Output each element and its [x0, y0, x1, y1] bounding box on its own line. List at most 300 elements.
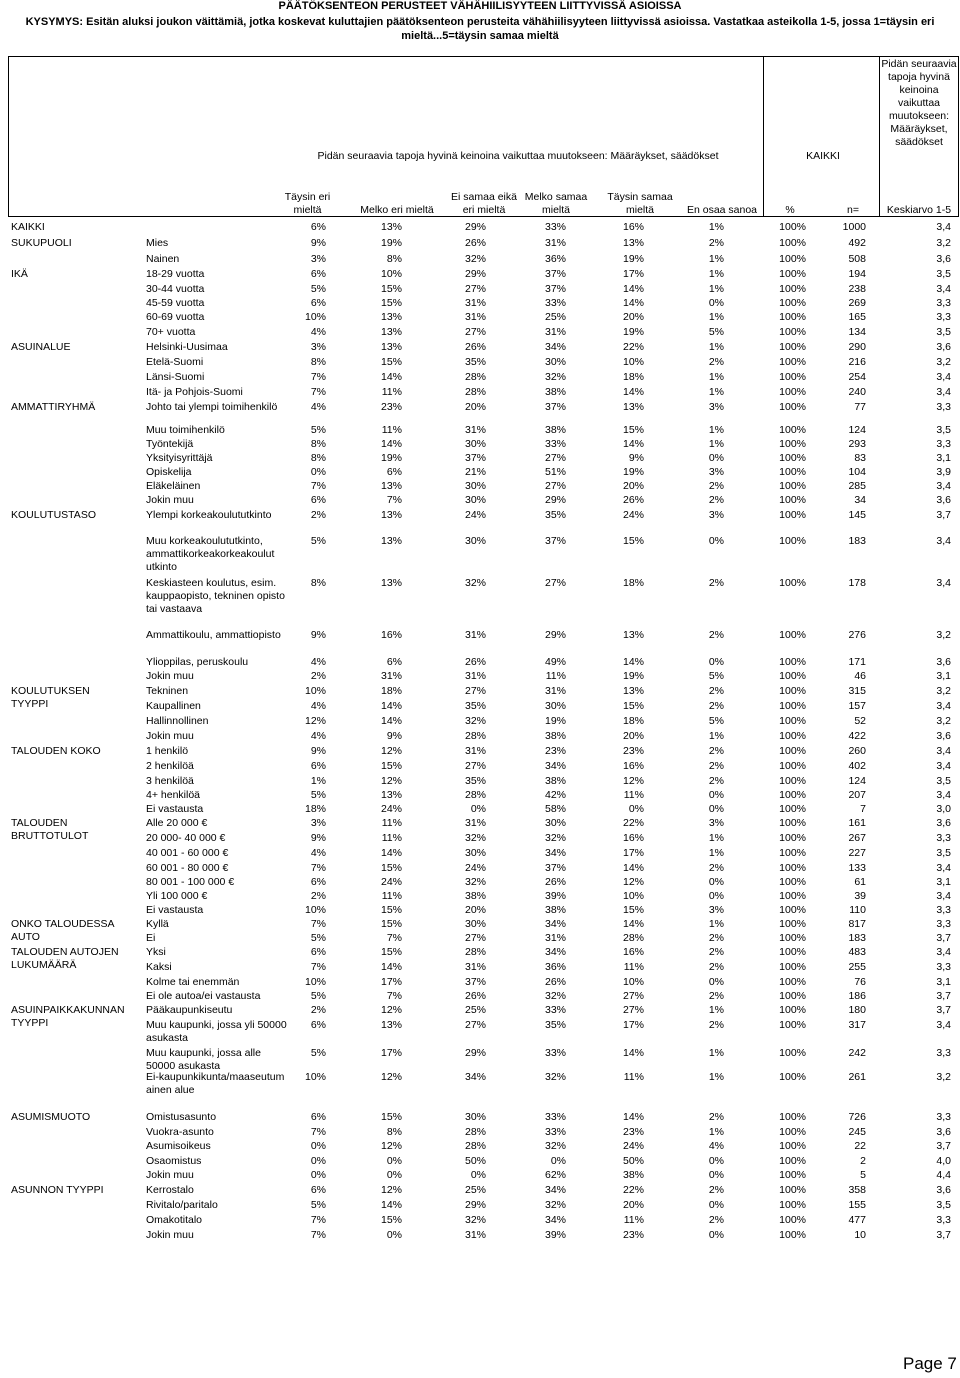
row-value-cell: 100%	[779, 268, 806, 280]
row-value-cell: 8%	[310, 438, 326, 450]
row-value-cell: 7%	[310, 1214, 326, 1226]
row-value-cell: 16%	[622, 832, 644, 844]
row-value-cell: 24%	[380, 876, 402, 888]
row-value-cell: 0%	[386, 1229, 402, 1241]
row-value-cell: 227	[848, 847, 866, 859]
row-value-cell: 11%	[545, 670, 566, 682]
row-value-cell: 317	[848, 1019, 866, 1031]
row-value-cell: 11%	[381, 386, 402, 398]
row-value-cell: 0%	[708, 789, 724, 801]
row-value-cell: 3,1	[936, 876, 951, 888]
row-value-cell: 15%	[622, 424, 644, 436]
row-value-cell: 3,7	[936, 1140, 951, 1152]
row-value-cell: 2%	[708, 480, 724, 492]
row-group-label: ASUNNON TYYPPI	[11, 1184, 104, 1196]
row-value-cell: 14%	[622, 438, 644, 450]
row-subgroup-label: Ei vastausta	[146, 904, 204, 916]
row-value-cell: 14%	[622, 862, 644, 874]
row-value-cell: 1%	[708, 221, 724, 233]
row-value-cell: 39%	[544, 1229, 566, 1241]
row-value-cell: 13%	[622, 685, 644, 697]
row-value-cell: 18%	[622, 577, 644, 589]
row-value-cell: 14%	[622, 386, 644, 398]
row-value-cell: 14%	[622, 1111, 644, 1123]
row-subgroup-label: Jokin muu	[146, 1229, 194, 1241]
row-value-cell: 50%	[464, 1155, 486, 1167]
row-value-cell: 14%	[380, 700, 402, 712]
row-value-cell: 3,4	[936, 386, 951, 398]
row-value-cell: 36%	[544, 253, 566, 265]
row-value-cell: 31%	[380, 670, 402, 682]
row-value-cell: 34%	[464, 1071, 486, 1083]
row-value-cell: 14%	[622, 297, 644, 309]
row-value-cell: 3,3	[936, 1047, 951, 1059]
row-value-cell: 33%	[544, 1111, 566, 1123]
row-value-cell: 37%	[464, 976, 486, 988]
row-value-cell: 3,3	[936, 961, 951, 973]
row-subgroup-label: Osaomistus	[146, 1155, 202, 1167]
row-subgroup-label: 70+ vuotta	[146, 326, 196, 338]
row-value-cell: 30%	[464, 918, 486, 930]
row-value-cell: 8%	[386, 1126, 402, 1138]
row-value-cell: 18%	[380, 685, 402, 697]
row-value-cell: 34%	[544, 918, 566, 930]
row-value-cell: 1%	[708, 371, 724, 383]
row-value-cell: 1%	[708, 424, 724, 436]
row-value-cell: 8%	[386, 253, 402, 265]
row-value-cell: 0%	[628, 803, 644, 815]
row-value-cell: 245	[848, 1126, 866, 1138]
row-value-cell: 32%	[464, 832, 486, 844]
row-value-cell: 31%	[464, 629, 486, 641]
row-value-cell: 23%	[622, 1126, 644, 1138]
row-value-cell: 29%	[544, 494, 566, 506]
row-value-cell: 100%	[779, 1047, 806, 1059]
row-value-cell: 2%	[708, 629, 724, 641]
row-value-cell: 2%	[310, 509, 326, 521]
row-value-cell: 3,3	[936, 401, 951, 413]
row-value-cell: 100%	[779, 1140, 806, 1152]
row-subgroup-label: Jokin muu	[146, 1169, 194, 1181]
row-value-cell: 33%	[544, 1047, 566, 1059]
row-group-label: TALOUDEN BRUTTOTULOT	[11, 817, 89, 842]
row-value-cell: 38%	[544, 904, 566, 916]
row-value-cell: 34	[854, 494, 866, 506]
row-value-cell: 6%	[310, 1019, 326, 1031]
row-value-cell: 12%	[622, 775, 644, 787]
row-value-cell: 33%	[544, 438, 566, 450]
row-value-cell: 13%	[380, 326, 402, 338]
row-value-cell: 183	[848, 535, 866, 547]
row-value-cell: 28%	[464, 730, 486, 742]
row-value-cell: 100%	[779, 1229, 806, 1241]
row-value-cell: 100%	[779, 890, 806, 902]
row-subgroup-label: Kolme tai enemmän	[146, 976, 240, 988]
row-value-cell: 33%	[544, 1126, 566, 1138]
row-value-cell: 0%	[386, 1169, 402, 1181]
row-value-cell: 15%	[622, 904, 644, 916]
row-value-cell: 0%	[310, 466, 326, 478]
row-value-cell: 171	[848, 656, 866, 668]
row-value-cell: 10%	[622, 976, 644, 988]
row-value-cell: 15%	[622, 535, 644, 547]
row-value-cell: 27%	[464, 932, 486, 944]
row-value-cell: 12%	[380, 1140, 402, 1152]
row-value-cell: 100%	[779, 341, 806, 353]
row-value-cell: 0%	[708, 1199, 724, 1211]
row-subgroup-label: Rivitalo/paritalo	[146, 1199, 218, 1211]
row-value-cell: 1%	[708, 283, 724, 295]
row-value-cell: 15%	[380, 297, 402, 309]
row-subgroup-label: Ei ole autoa/ei vastausta	[146, 990, 261, 1002]
row-value-cell: 13%	[380, 480, 402, 492]
row-value-cell: 100%	[779, 356, 806, 368]
row-value-cell: 7%	[310, 371, 326, 383]
row-value-cell: 52	[854, 715, 866, 727]
row-subgroup-label: Kaupallinen	[146, 700, 201, 712]
col-header-melko-eri: Melko eri mieltä	[360, 204, 434, 216]
row-value-cell: 1%	[708, 847, 724, 859]
row-value-cell: 32%	[544, 832, 566, 844]
row-value-cell: 22	[854, 1140, 866, 1152]
row-value-cell: 10%	[304, 976, 326, 988]
row-value-cell: 100%	[779, 932, 806, 944]
row-subgroup-label: 80 001 - 100 000 €	[146, 876, 235, 888]
row-value-cell: 7%	[386, 990, 402, 1002]
row-value-cell: 5	[860, 1169, 866, 1181]
row-value-cell: 14%	[622, 656, 644, 668]
row-value-cell: 32%	[544, 990, 566, 1002]
row-subgroup-label: Muu toimihenkilö	[146, 424, 225, 436]
row-value-cell: 3,5	[936, 268, 951, 280]
row-value-cell: 34%	[544, 847, 566, 859]
row-value-cell: 3,7	[936, 1229, 951, 1241]
row-subgroup-label: Itä- ja Pohjois-Suomi	[146, 386, 243, 398]
row-value-cell: 161	[848, 817, 866, 829]
row-value-cell: 24%	[380, 803, 402, 815]
row-value-cell: 3,7	[936, 509, 951, 521]
row-value-cell: 3,6	[936, 817, 951, 829]
row-subgroup-label: Mies	[146, 237, 169, 249]
row-subgroup-label: 45-59 vuotta	[146, 297, 205, 309]
row-value-cell: 3,6	[936, 494, 951, 506]
row-value-cell: 3,4	[936, 1019, 951, 1031]
row-value-cell: 124	[848, 775, 866, 787]
row-value-cell: 254	[848, 371, 866, 383]
row-value-cell: 29%	[464, 268, 486, 280]
row-value-cell: 32%	[544, 1199, 566, 1211]
row-value-cell: 260	[848, 745, 866, 757]
row-value-cell: 28%	[622, 932, 644, 944]
row-subgroup-label: Kyllä	[146, 918, 169, 930]
row-value-cell: 7%	[310, 1126, 326, 1138]
row-value-cell: 1%	[310, 775, 326, 787]
row-value-cell: 358	[848, 1184, 866, 1196]
row-group-label: AMMATTIRYHMÄ	[11, 401, 96, 413]
row-subgroup-label: 3 henkilöä	[146, 775, 194, 787]
row-value-cell: 15%	[380, 760, 402, 772]
row-value-cell: 34%	[544, 1184, 566, 1196]
row-value-cell: 13%	[380, 789, 402, 801]
row-value-cell: 0%	[708, 452, 724, 464]
row-value-cell: 817	[848, 918, 866, 930]
row-value-cell: 31%	[544, 237, 566, 249]
row-value-cell: 9%	[310, 745, 326, 757]
row-value-cell: 9%	[628, 452, 644, 464]
row-value-cell: 3,4	[936, 371, 951, 383]
row-value-cell: 28%	[464, 1140, 486, 1152]
row-value-cell: 3%	[708, 509, 724, 521]
row-value-cell: 3,5	[936, 1199, 951, 1211]
row-value-cell: 12%	[380, 745, 402, 757]
row-value-cell: 33%	[544, 1004, 566, 1016]
row-value-cell: 28%	[464, 371, 486, 383]
row-value-cell: 3%	[708, 466, 724, 478]
row-value-cell: 10%	[304, 904, 326, 916]
row-value-cell: 23%	[544, 745, 566, 757]
row-value-cell: 11%	[623, 789, 644, 801]
row-subgroup-label: Ei vastausta	[146, 803, 204, 815]
row-value-cell: 28%	[464, 386, 486, 398]
row-value-cell: 2%	[708, 685, 724, 697]
row-value-cell: 1%	[708, 253, 724, 265]
row-value-cell: 5%	[708, 670, 724, 682]
row-value-cell: 422	[848, 730, 866, 742]
row-value-cell: 100%	[779, 918, 806, 930]
header-right-statement: Pidän seuraavia tapoja hyvinä keinoina vaikuttaa muutokseen: Määräykset, säädökset	[881, 58, 957, 148]
row-value-cell: 2%	[708, 946, 724, 958]
row-value-cell: 31%	[464, 1229, 486, 1241]
row-value-cell: 10%	[622, 890, 644, 902]
row-value-cell: 13%	[380, 221, 402, 233]
row-value-cell: 27%	[622, 1004, 644, 1016]
row-value-cell: 100%	[779, 946, 806, 958]
row-value-cell: 0%	[708, 976, 724, 988]
row-value-cell: 3,4	[936, 760, 951, 772]
row-value-cell: 23%	[622, 745, 644, 757]
row-value-cell: 22%	[622, 817, 644, 829]
row-value-cell: 3,4	[936, 577, 951, 589]
row-value-cell: 10%	[304, 685, 326, 697]
row-value-cell: 15%	[380, 862, 402, 874]
row-value-cell: 14%	[380, 847, 402, 859]
row-value-cell: 27%	[544, 577, 566, 589]
row-value-cell: 1%	[708, 341, 724, 353]
row-value-cell: 483	[848, 946, 866, 958]
row-value-cell: 1%	[708, 1126, 724, 1138]
row-value-cell: 7%	[310, 386, 326, 398]
row-value-cell: 29%	[464, 221, 486, 233]
row-value-cell: 32%	[464, 577, 486, 589]
row-value-cell: 30%	[464, 535, 486, 547]
row-value-cell: 11%	[381, 832, 402, 844]
row-value-cell: 157	[848, 700, 866, 712]
row-value-cell: 0%	[310, 1169, 326, 1181]
row-value-cell: 17%	[622, 847, 644, 859]
row-subgroup-label: Opiskelija	[146, 466, 192, 478]
row-value-cell: 16%	[622, 221, 644, 233]
row-value-cell: 100%	[779, 730, 806, 742]
row-value-cell: 7	[860, 803, 866, 815]
row-value-cell: 14%	[380, 715, 402, 727]
row-subgroup-label: Keskiasteen koulutus, esim. kauppaopisto, tekninen opisto tai vastaava	[146, 577, 285, 615]
row-value-cell: 31%	[544, 932, 566, 944]
row-value-cell: 28%	[464, 1126, 486, 1138]
row-subgroup-label: Yksi	[146, 946, 166, 958]
row-value-cell: 3,6	[936, 253, 951, 265]
row-value-cell: 3,2	[936, 356, 951, 368]
row-value-cell: 315	[848, 685, 866, 697]
row-value-cell: 16%	[380, 629, 402, 641]
row-value-cell: 3,4	[936, 745, 951, 757]
row-value-cell: 20%	[464, 904, 486, 916]
col-header-percent: %	[785, 204, 795, 216]
row-value-cell: 11%	[623, 961, 644, 973]
row-value-cell: 3,4	[936, 221, 951, 233]
row-value-cell: 3,5	[936, 424, 951, 436]
row-value-cell: 12%	[622, 876, 644, 888]
row-value-cell: 3,6	[936, 656, 951, 668]
row-value-cell: 100%	[779, 311, 806, 323]
row-value-cell: 26%	[464, 341, 486, 353]
row-value-cell: 15%	[380, 1214, 402, 1226]
page-number: Page 7	[903, 1354, 957, 1373]
row-value-cell: 19%	[544, 715, 566, 727]
row-value-cell: 3,4	[936, 789, 951, 801]
row-value-cell: 3,4	[936, 862, 951, 874]
row-value-cell: 100%	[779, 480, 806, 492]
row-value-cell: 34%	[544, 1214, 566, 1226]
row-value-cell: 12%	[380, 1184, 402, 1196]
row-value-cell: 267	[848, 832, 866, 844]
row-value-cell: 165	[848, 311, 866, 323]
row-value-cell: 3,9	[936, 466, 951, 478]
row-value-cell: 13%	[380, 341, 402, 353]
row-value-cell: 51%	[544, 466, 566, 478]
row-value-cell: 0%	[470, 803, 486, 815]
row-value-cell: 5%	[310, 535, 326, 547]
row-value-cell: 6%	[310, 494, 326, 506]
question-text: KYSYMYS: Esitän aluksi joukon väittämiä, jotka koskevat kuluttajien päätöksenteon perusteita vähähiilisyyteen liittyvissä asioissa. Vastatkaa asteikolla 1-5, jossa 1=täysin eri mieltä...5=täysin samaa mieltä	[25, 16, 935, 42]
row-value-cell: 3,3	[936, 1214, 951, 1226]
row-value-cell: 46	[854, 670, 866, 682]
row-value-cell: 3,3	[936, 904, 951, 916]
row-value-cell: 58%	[544, 803, 566, 815]
row-subgroup-label: Yksityisyrittäjä	[146, 452, 213, 464]
row-value-cell: 100%	[779, 283, 806, 295]
row-value-cell: 17%	[380, 976, 402, 988]
row-value-cell: 124	[848, 424, 866, 436]
row-subgroup-label: Jokin muu	[146, 670, 194, 682]
row-value-cell: 27%	[464, 685, 486, 697]
row-value-cell: 18%	[622, 715, 644, 727]
row-value-cell: 7%	[310, 1229, 326, 1241]
row-value-cell: 13%	[622, 401, 644, 413]
row-value-cell: 5%	[310, 932, 326, 944]
row-value-cell: 6%	[310, 760, 326, 772]
row-value-cell: 5%	[310, 789, 326, 801]
row-value-cell: 402	[848, 760, 866, 772]
row-value-cell: 2%	[708, 1019, 724, 1031]
row-subgroup-label: Omakotitalo	[146, 1214, 203, 1226]
row-value-cell: 2%	[708, 775, 724, 787]
row-value-cell: 100%	[779, 670, 806, 682]
row-value-cell: 3,7	[936, 990, 951, 1002]
row-value-cell: 290	[848, 341, 866, 353]
row-value-cell: 100%	[779, 745, 806, 757]
row-value-cell: 19%	[380, 452, 402, 464]
row-value-cell: 1%	[708, 268, 724, 280]
row-value-cell: 27%	[464, 760, 486, 772]
row-value-cell: 2%	[708, 932, 724, 944]
row-value-cell: 4%	[310, 700, 326, 712]
row-value-cell: 100%	[779, 253, 806, 265]
row-value-cell: 2%	[708, 745, 724, 757]
row-value-cell: 242	[848, 1047, 866, 1059]
row-value-cell: 14%	[380, 961, 402, 973]
row-value-cell: 100%	[779, 297, 806, 309]
row-value-cell: 83	[854, 452, 866, 464]
row-value-cell: 13%	[622, 237, 644, 249]
row-value-cell: 5%	[310, 1199, 326, 1211]
row-value-cell: 6%	[310, 221, 326, 233]
row-value-cell: 183	[848, 932, 866, 944]
row-subgroup-label: Ei	[146, 932, 156, 944]
row-value-cell: 100%	[779, 789, 806, 801]
row-value-cell: 10%	[622, 356, 644, 368]
row-value-cell: 0%	[310, 1140, 326, 1152]
row-value-cell: 104	[848, 466, 866, 478]
row-value-cell: 19%	[622, 326, 644, 338]
row-value-cell: 1%	[708, 1071, 724, 1083]
row-value-cell: 100%	[779, 1184, 806, 1196]
row-value-cell: 100%	[779, 656, 806, 668]
row-value-cell: 24%	[464, 862, 486, 874]
row-subgroup-label: Asumisoikeus	[146, 1140, 211, 1152]
row-value-cell: 0%	[708, 656, 724, 668]
row-value-cell: 5%	[708, 715, 724, 727]
row-value-cell: 13%	[380, 311, 402, 323]
row-value-cell: 14%	[380, 371, 402, 383]
row-value-cell: 100%	[779, 990, 806, 1002]
row-value-cell: 37%	[544, 283, 566, 295]
row-value-cell: 18%	[622, 371, 644, 383]
row-value-cell: 23%	[380, 401, 402, 413]
row-value-cell: 9%	[386, 730, 402, 742]
row-value-cell: 1%	[708, 438, 724, 450]
row-group-label: ASUINALUE	[11, 341, 71, 353]
row-group-label: KAIKKI	[11, 221, 45, 233]
row-value-cell: 1%	[708, 730, 724, 742]
row-value-cell: 7%	[386, 932, 402, 944]
row-value-cell: 27%	[464, 283, 486, 295]
row-value-cell: 285	[848, 480, 866, 492]
row-value-cell: 100%	[779, 976, 806, 988]
row-value-cell: 4,4	[936, 1169, 951, 1181]
row-value-cell: 100%	[779, 775, 806, 787]
col-header-n: n=	[847, 204, 859, 216]
row-value-cell: 34%	[544, 946, 566, 958]
row-value-cell: 6%	[310, 1184, 326, 1196]
row-value-cell: 4%	[310, 656, 326, 668]
row-value-cell: 11%	[381, 890, 402, 902]
row-value-cell: 0%	[708, 297, 724, 309]
row-subgroup-label: Muu korkeakoulututkinto, ammattikorkeakorkeakoulut utkinto	[146, 535, 275, 573]
row-value-cell: 3,2	[936, 1071, 951, 1083]
row-value-cell: 3%	[708, 904, 724, 916]
row-value-cell: 35%	[464, 775, 486, 787]
row-value-cell: 32%	[464, 253, 486, 265]
